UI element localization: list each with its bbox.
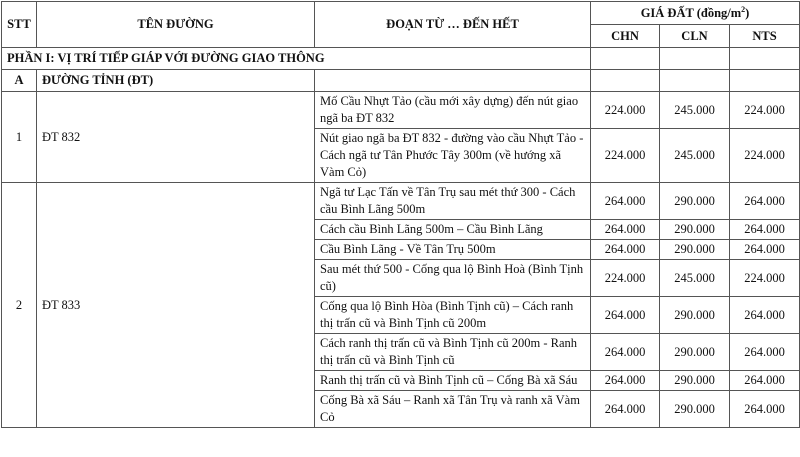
road-stt: 2: [2, 183, 37, 428]
segment-text: Sau mét thứ 500 - Cống qua lộ Bình Hoà (Bình Tịnh cũ): [315, 260, 591, 297]
header-price-sup: 2: [741, 4, 746, 14]
part-row: [2, 48, 800, 70]
table-row: [2, 92, 800, 129]
land-price-table: [1, 1, 800, 428]
price-nts: 264.000: [730, 391, 800, 428]
segment-text: Cống Bà xã Sáu – Ranh xã Tân Trụ và ranh xã Vàm Cỏ: [315, 391, 591, 428]
road-name: ĐT 833: [37, 183, 315, 428]
segment-text: Nút giao ngã ba ĐT 832 - đường vào cầu Nhựt Tảo - Cách ngã tư Tân Phước Tây 300m (về hướng xã Vàm Cỏ): [315, 129, 591, 183]
road-stt: 1: [2, 92, 37, 183]
group-empty-nts: [730, 70, 800, 92]
price-chn: 264.000: [591, 391, 660, 428]
header-price-prefix: GIÁ ĐẤT (đồng/m: [640, 5, 742, 20]
price-nts: 224.000: [730, 260, 800, 297]
price-cln: 245.000: [660, 260, 730, 297]
price-nts: 224.000: [730, 92, 800, 129]
group-name: ĐƯỜNG TỈNH (ĐT): [37, 70, 315, 92]
segment-text: Cách ranh thị trấn cũ và Bình Tịnh cũ 200m - Ranh thị trấn cũ và Bình Tịnh cũ: [315, 334, 591, 371]
price-chn: 264.000: [591, 220, 660, 240]
price-cln: 290.000: [660, 240, 730, 260]
price-nts: 264.000: [730, 183, 800, 220]
part-empty-cln: [660, 48, 730, 70]
group-stt: A: [2, 70, 37, 92]
price-chn: 264.000: [591, 297, 660, 334]
header-segment: ĐOẠN TỪ … ĐẾN HẾT: [315, 2, 591, 48]
price-nts: 264.000: [730, 297, 800, 334]
price-chn: 264.000: [591, 183, 660, 220]
group-empty-chn: [591, 70, 660, 92]
header-nts: NTS: [730, 25, 800, 48]
price-cln: 290.000: [660, 334, 730, 371]
segment-text: Ngã tư Lạc Tấn về Tân Trụ sau mét thứ 300 - Cách cầu Bình Lãng 500m: [315, 183, 591, 220]
price-chn: 264.000: [591, 334, 660, 371]
header-row-1: [2, 2, 800, 25]
table-row: [2, 183, 800, 220]
group-empty-segment: [315, 70, 591, 92]
price-cln: 290.000: [660, 220, 730, 240]
road-name: ĐT 832: [37, 92, 315, 183]
price-chn: 224.000: [591, 260, 660, 297]
price-chn: 224.000: [591, 92, 660, 129]
part-empty-chn: [591, 48, 660, 70]
segment-text: Mố Cầu Nhựt Tảo (cầu mới xây dựng) đến nút giao ngã ba ĐT 832: [315, 92, 591, 129]
header-chn: CHN: [591, 25, 660, 48]
segment-text: Cống qua lộ Bình Hòa (Bình Tịnh cũ) – Cách ranh thị trấn cũ và Bình Tịnh cũ 200m: [315, 297, 591, 334]
price-cln: 245.000: [660, 92, 730, 129]
price-chn: 264.000: [591, 371, 660, 391]
header-cln: CLN: [660, 25, 730, 48]
header-stt: STT: [2, 2, 37, 48]
price-cln: 290.000: [660, 183, 730, 220]
price-cln: 290.000: [660, 391, 730, 428]
price-nts: 264.000: [730, 334, 800, 371]
segment-text: Cầu Bình Lãng - Về Tân Trụ 500m: [315, 240, 591, 260]
part-title: PHẦN I: VỊ TRÍ TIẾP GIÁP VỚI ĐƯỜNG GIAO THÔNG: [2, 48, 591, 70]
group-row: [2, 70, 800, 92]
price-chn: 224.000: [591, 129, 660, 183]
part-empty-nts: [730, 48, 800, 70]
price-cln: 290.000: [660, 297, 730, 334]
price-nts: 224.000: [730, 129, 800, 183]
header-price: [591, 2, 800, 25]
segment-text: Ranh thị trấn cũ và Bình Tịnh cũ – Cống Bà xã Sáu: [315, 371, 591, 391]
group-empty-cln: [660, 70, 730, 92]
price-cln: 290.000: [660, 371, 730, 391]
header-price-suffix: ): [745, 5, 750, 20]
header-road-name: TÊN ĐƯỜNG: [37, 2, 315, 48]
segment-text: Cách cầu Bình Lãng 500m – Cầu Bình Lãng: [315, 220, 591, 240]
price-chn: 264.000: [591, 240, 660, 260]
price-cln: 245.000: [660, 129, 730, 183]
price-nts: 264.000: [730, 220, 800, 240]
price-nts: 264.000: [730, 371, 800, 391]
price-nts: 264.000: [730, 240, 800, 260]
